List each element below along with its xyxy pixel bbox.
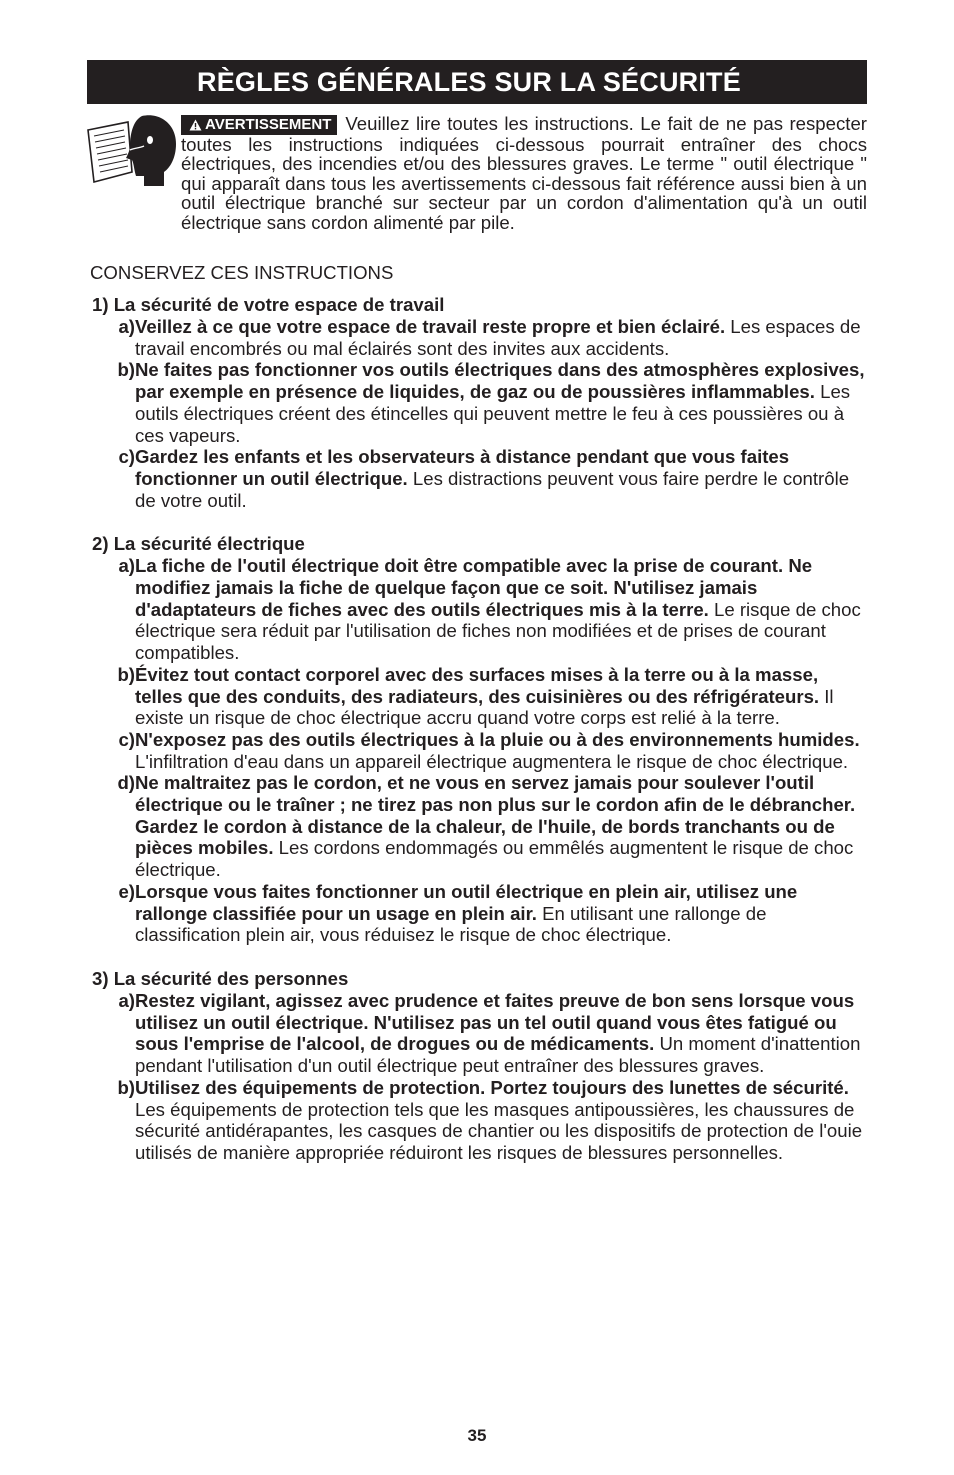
item-bold: Ne faites pas fonctionner vos outils électriques dans des atmosphères explosives, par exemple en présence de liquides, de gaz ou de poussières inflammables. [135, 359, 865, 403]
safety-sections [92, 294, 872, 1186]
item-text: Les outils électriques créent des étincelles qui peuvent mettre le feu à ces poussières ou à ces vapeurs. [135, 381, 851, 446]
item-bold: Ne maltraitez pas le cordon, et ne vous en servez jamais pour soulever l'outil électrique ou le traîner ; ne tirez pas non plus sur le cordon afin de le débrancher. Gardez le cordon à distance de la chaleur, de l'huile, de bords tranchants ou de pièces mobiles. [135, 772, 856, 859]
page-title: RÈGLES GÉNÉRALES SUR LA SÉCURITÉ [197, 67, 741, 97]
conserve-instructions: CONSERVEZ CES INSTRUCTIONS [90, 262, 394, 283]
list-item [92, 1077, 872, 1164]
item-bold: Veillez à ce que votre espace de travail reste propre et bien éclairé. [135, 316, 726, 337]
page-number: 35 [467, 1426, 487, 1445]
item-text: Le risque de choc électrique sera réduit par l'utilisation de fiches non modifiées et de prises de courant compatibles. [135, 598, 861, 664]
item-body [135, 1077, 868, 1164]
item-letter: c) [118, 728, 135, 750]
item-bold: Évitez tout contact corporel avec des surfaces mises à la terre ou à la masse, telles que des conduits, des radiateurs, des cuisinières ou des réfrigérateurs. [135, 663, 820, 707]
item-body [135, 990, 868, 1077]
item-text: L'infiltration d'eau dans un appareil électrique augmentera le risque de choc électrique. [135, 750, 849, 772]
item-body [135, 729, 868, 772]
intro-text: Veuillez lire toutes les instructions. Le fait de ne pas respecter toutes les instructions indiquées ci-dessous pourrait entraîner des chocs électriques, des incendies et/ou des blessures graves. Le terme " outil électrique " qui apparaît dans tous les avertissements ci-dessous fait référence aussi bien à un outil électrique branché sur secteur par un cordon d'alimentation qu'à un outil électrique sans cordon alimenté par pile. [181, 113, 867, 233]
item-text: Les cordons endommagés ou emmêlés augmentent le risque de choc électrique. [135, 837, 854, 881]
list-item [92, 316, 872, 359]
item-text: Les espaces de travail encombrés ou mal éclairés sont des invites aux accidents. [135, 316, 861, 359]
list-item [92, 555, 872, 664]
item-body [135, 316, 868, 359]
item-body [135, 555, 868, 664]
list-item [92, 359, 872, 446]
read-manual-icon [84, 110, 180, 190]
list-item [92, 990, 872, 1077]
item-letter: c) [118, 446, 135, 468]
item-bold: Restez vigilant, agissez avec prudence et faites preuve de bon sens lorsque vous utilisez un outil électrique. N'utilisez pas un tel outil quand vous êtes fatigué ou sous l'emprise de l'alcool, de drogues ou de médicaments. [135, 989, 855, 1055]
item-letter: b) [117, 1076, 135, 1098]
list-item [92, 664, 872, 729]
section-personal [92, 968, 872, 1164]
item-letter: a) [118, 316, 135, 337]
list-item [92, 881, 872, 946]
list-item [92, 729, 872, 772]
warning-triangle-icon [189, 119, 202, 131]
list-item [92, 446, 872, 511]
item-body [135, 446, 868, 511]
item-body [135, 772, 868, 881]
item-letter: a) [118, 989, 135, 1011]
item-letter: d) [117, 772, 135, 794]
item-body [135, 664, 868, 729]
warning-badge-label: AVERTISSEMENT [205, 116, 332, 133]
item-bold: La fiche de l'outil électrique doit être compatible avec la prise de courant. Ne modifiez jamais la fiche de quelque façon que ce soit. N'utilisez jamais d'adaptateurs de fiches avec des outils électriques mis à la terre. [135, 555, 813, 620]
section-title: 2) La sécurité électrique [92, 533, 305, 555]
item-letter: e) [118, 880, 135, 902]
item-bold: Lorsque vous faites fonctionner un outil électrique en plein air, utilisez une rallonge classifiée pour un usage en plein air. [135, 880, 798, 924]
section-title: 3) La sécurité des personnes [92, 967, 349, 989]
section-electrical [92, 533, 872, 946]
item-bold: N'exposez pas des outils électriques à la pluie ou à des environnements humides. [135, 728, 860, 750]
item-text: En utilisant une rallonge de classification plein air, vous réduisez le risque de choc électrique. [135, 902, 767, 946]
item-text: Les distractions peuvent vous faire perdre le contrôle de votre outil. [135, 467, 850, 511]
intro-paragraph [181, 114, 867, 232]
title-bar [87, 60, 867, 104]
item-letter: b) [117, 663, 135, 685]
item-letter: b) [117, 359, 135, 381]
item-bold: Gardez les enfants et les observateurs à distance pendant que vous faites fonctionner un outil électrique. [135, 446, 790, 489]
item-body [135, 881, 868, 946]
section-title: 1) La sécurité de votre espace de travail [92, 294, 445, 315]
item-text: Un moment d'inattention pendant l'utilisation d'un outil électrique peut entraîner des blessures graves. [135, 1033, 861, 1077]
list-item [92, 772, 872, 881]
warning-badge [181, 115, 337, 135]
item-letter: a) [118, 555, 135, 577]
item-body [135, 359, 868, 446]
item-text: Il existe un risque de choc électrique accru quand votre corps est relié à la terre. [135, 685, 834, 729]
section-work-area [92, 294, 872, 511]
item-bold: Utilisez des équipements de protection. Portez toujours des lunettes de sécurité. [135, 1076, 849, 1098]
item-text: Les équipements de protection tels que les masques antipoussières, les chaussures de sécurité antidérapantes, les casques de chantier ou les dispositifs de protection de l'ouie utilisés de manière appropriée réduiront les risques de blessures personnelles. [135, 1098, 863, 1163]
